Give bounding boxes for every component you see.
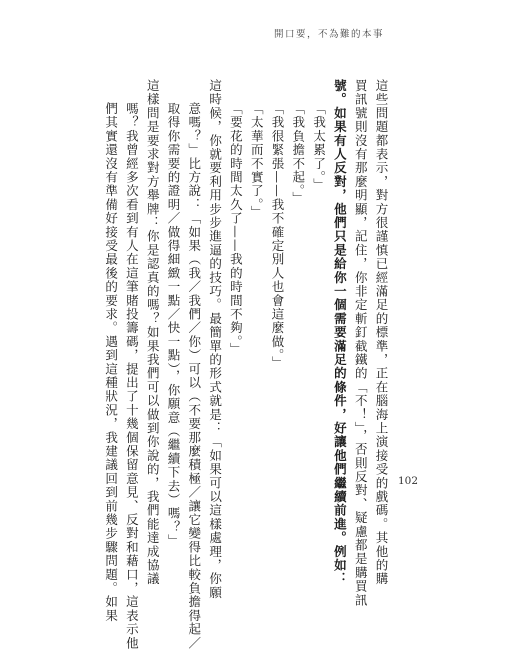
text-column: 「太華而不實了。」 (249, 102, 265, 220)
text-column: 們其實還沒有準備好接受最後的要求。遇到這種狀況，我建議回到前幾步驟問題。如果 (103, 102, 119, 623)
text-column: 「要花的時間太久了——我的時間不夠。」 (228, 102, 244, 357)
text-column: 意嗎？」比方說：「如果（我／我們／你）可以（不要那麼積極／讓它變得比較負擔得起／ (186, 102, 202, 650)
text-column: 號。如果有人反對，他們只是給你一個需要滿足的條件，好讓他們繼續前進。例如： (332, 79, 348, 586)
page-number: 102 (398, 475, 419, 487)
running-header: 開口要，不為難的本事 (273, 29, 384, 40)
text-column: 「我負擔不起。」 (290, 102, 306, 206)
text-column: 「我太累了。」 (311, 102, 327, 192)
text-column: 這時候，你就要利用步步進逼的技巧。最簡單的形式就是：「如果可以這樣處理，你願 (207, 79, 223, 600)
text-column: 「我很緊張——我不確定別人也會這麼做。」 (270, 102, 285, 370)
text-column: 嗎？我曾經多次看到有人在這筆賭投籌碼，提出了十幾個保留意見、反對和藉口，這表示他 (124, 102, 140, 650)
text-column: 這樣問是要求對方舉牌：你是認真的嗎？如果我們可以做到你說的，我們能達成協議 (145, 79, 161, 586)
text-column: 取得你需要的證明／做得細緻一點／快一點），你願意（繼續下去）嗎？」 (166, 102, 181, 548)
text-column: 買訊號則沒有那麼明顯，記住，你非定斬釘截鐵的「不！」，否則反對、疑慮都是購買訊 (353, 79, 369, 608)
text-column: 這些問題都表示，對方很謹慎已經滿足的標準，正在腦海上演接受的戲碼。其他的購 (374, 79, 389, 586)
